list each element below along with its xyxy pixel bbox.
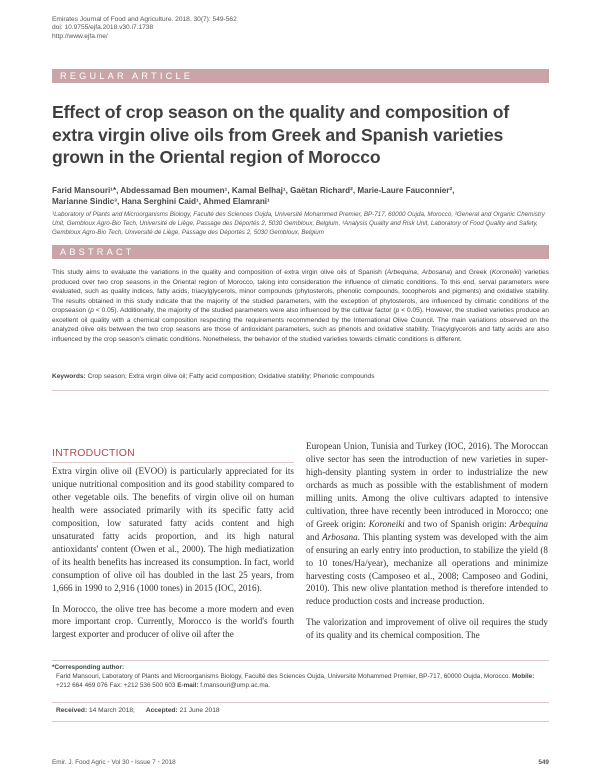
- page-number: 549: [538, 759, 549, 766]
- doi-link[interactable]: doi: 10.9755/ejfa.2018.v30.i7.1738: [52, 24, 154, 32]
- received-label: Received:: [56, 707, 88, 714]
- abstract-banner: ABSTRACT: [52, 245, 549, 259]
- heading-underline: [52, 462, 294, 463]
- left-column: [52, 465, 294, 649]
- corresponding-address: Farid Mansouri, Laboratory of Plants and Microorganisms Biology, Faculté des Sciences Oujda, Université Mohammed Premier, BP-717, 60000 Oujda, Morocco.: [56, 673, 511, 680]
- received-date: 14 March 2018;: [89, 707, 135, 714]
- introduction-heading: INTRODUCTION: [52, 447, 135, 459]
- intro-paragraph-3: [306, 440, 548, 608]
- abstract-part: ) and Greek (: [449, 269, 492, 276]
- mobile-number: +212 664 469 076: [56, 682, 108, 689]
- accepted-label: Accepted:: [145, 707, 178, 714]
- accepted-date: 21 June 2018: [179, 707, 220, 714]
- abstract-divider: [52, 390, 549, 391]
- email-link[interactable]: f.mansouri@ump.ac.ma.: [200, 682, 271, 689]
- variety-arbequina: Arbequina: [509, 518, 548, 529]
- dates-divider: [52, 702, 549, 703]
- corresponding-label-text: *Corresponding author:: [52, 664, 125, 671]
- article-title: Effect of crop season on the quality and composition of extra virgin olive oils from Greek and Spanish varieties grown in the Oriental region of Morocco: [52, 102, 510, 167]
- p-symbol: p: [395, 307, 400, 315]
- corresponding-details: [52, 672, 549, 690]
- corresponding-label: [52, 663, 549, 672]
- footnote-divider: [52, 660, 549, 661]
- journal-meta: [52, 16, 237, 41]
- intro-paragraph-1: Extra virgin olive oil (EVOO) is particularly appreciated for its unique nutritional composition and its good stability compared to other vegetable oils. The benefits of virgin olive oil on human health were associated primarily with its specific fatty acid composition, low saturated fatty acids content and high unsaturated fatty acids proportion, and its high natural antioxidants' content (Owen et al., 2000). The high mediatization of its health benefits has increased its consumption. In fact, world consumption of olive oil has doubled in the last 25 years, from 1,666 in 1990 to 2,916 (1000 tones) in 2015 (IOC, 2016).: [52, 466, 294, 593]
- keywords: [52, 373, 375, 380]
- intro-paragraph-2: In Morocco, the olive tree has become a more modern and even more important crop. Currently, Morocco is the world's fourth largest exporter and producer of olive oil after the: [52, 603, 294, 640]
- footer-separator: •: [157, 759, 160, 766]
- footer-citation: Emir. J. Food Agric: [52, 759, 106, 766]
- journal-citation: Emirates Journal of Food and Agriculture. 2018. 30(7): 549-562: [52, 16, 237, 23]
- abstract-part: ) varieties produced over two crop seasons in the Oriental region of Morocco, taking into consideration the influence of climatic conditions. To this end, serval parameters were evaluated, such as quality indices, fatty acids, triacylglycerols, minor compounds (phytosterols, phenolic compounds, tocopherols and pigments) and oxidative stability. The results obtained in this study indicate that the majority of the studied parameters, with the exception of phytosterols, are influenced by climatic conditions of the cropseason (: [52, 269, 549, 315]
- keywords-list: Crop season; Extra virgin olive oil; Fatty acid composition; Oxidative stability; Phenolic compounds: [87, 373, 375, 380]
- page-footer: [52, 759, 549, 766]
- text-run: European Union, Tunisia and Turkey (IOC, 2016). The Moroccan olive sector has seen the introduction of new varieties in super-high-density planting system in order to industrialize the new orchards as much as possible with the establishment of modern milling units. Among the olive cultivars adapted to intensive cultivation, three have recently been introduced in Morocco; one of Greek origin:: [306, 441, 548, 529]
- abstract-part: < 0.05). Additionally, the majority of the studied parameters were also influenced by the cultivar factor (: [93, 307, 396, 315]
- variety-koroneiki: Koroneiki: [368, 518, 405, 529]
- footer-separator: •: [131, 759, 134, 766]
- mobile-label: Mobile:: [511, 673, 535, 680]
- footer-issue: Issue 7: [135, 759, 156, 766]
- variety-arbequina: Arbequina: [386, 269, 417, 276]
- abstract-comma: ,: [416, 269, 422, 276]
- text-run: and two of Spanish origin:: [404, 518, 510, 529]
- corresponding-author: [52, 663, 549, 690]
- abstract-part: < 0.05). However, the studied varieties produce an excellent oil quality with a chemical composition respecting the requirements recommended by the International Olive Council. The main variations observed on the analyzed olive oils between the two crop seasons are those of antioxidant parameters, such as phenols and oxidative stability. Triacylglycerols and fatty acids are also influenced by the crop season's climatic conditions. Nonetheless, the behavior of the studied varieties towards climatic conditions is different.: [52, 307, 550, 343]
- variety-koroneiki: Koroneiki: [491, 269, 520, 276]
- abstract-text: [52, 268, 549, 344]
- email-label: E-mail:: [177, 682, 199, 689]
- authors-line-1: Farid Mansouri¹*, Abdessamad Ben moumen¹, Kamal Belhaj¹, Gaëtan Richard², Marie-Laure Fauconnier²,: [52, 186, 455, 195]
- abstract-part: This study aims to evaluate the variations in the quality and composition of extra virgin olive oils of Spanish (: [52, 269, 387, 276]
- authors-line-2: Marianne Sindic³, Hana Serghini Caid¹, Ahmed Elamrani¹: [52, 197, 270, 206]
- footer-separator: •: [107, 759, 110, 766]
- keywords-label: Keywords:: [52, 373, 86, 380]
- intro-paragraph-4: The valorization and improvement of olive oil requires the study of its quality and its chemical composition. The: [306, 617, 548, 641]
- fax-number: Fax: +212 536 500 603: [109, 682, 176, 689]
- variety-arbosana: Arbosana: [322, 531, 358, 542]
- article-dates: [56, 707, 220, 714]
- dates-bottom-divider: [52, 721, 549, 722]
- journal-url[interactable]: http://www.ejfa.me/: [52, 32, 108, 40]
- variety-arbosana: Arbosana: [421, 269, 450, 276]
- text-run: . This planting system was developed with the aim of ensuring an early entry into production, to stabilize the yield (8 to 10 tones/Ha/year), mechanize all operations and minimize harvesting costs (Camposeo et al., 2008; Camposeo and Godini, 2010). This new olive plantation method is therefore intended to reduce production costs and increase production.: [306, 531, 548, 607]
- regular-article-banner: REGULAR ARTICLE: [52, 69, 549, 83]
- footer-volume: Vol 30: [111, 759, 130, 766]
- text-run: and: [306, 531, 323, 542]
- footer-year: 2018: [161, 759, 176, 766]
- author-list: [52, 185, 549, 207]
- affiliations: ¹Laboratory of Plants and Microorganisms Biology, Faculté des Sciences Oujda, Université Mohammed Premier, BP-717, 60000 Oujda, Morocco, ²General and Organic Chemistry Unit, Gembloux Agro-Bio Tech, Université de Liège, Passage des Déportés 2, 5030 Gembloux, Belgium, ³Analysis Quality and Risk Unit, Laboratory of Food Quality and Safety, Gembloux Agro-Bio Tech, Université de Liège, Passage des Déportés 2, 5030 Gembloux, Belgium: [52, 211, 545, 236]
- p-symbol: p: [90, 307, 94, 315]
- right-column: [306, 440, 548, 650]
